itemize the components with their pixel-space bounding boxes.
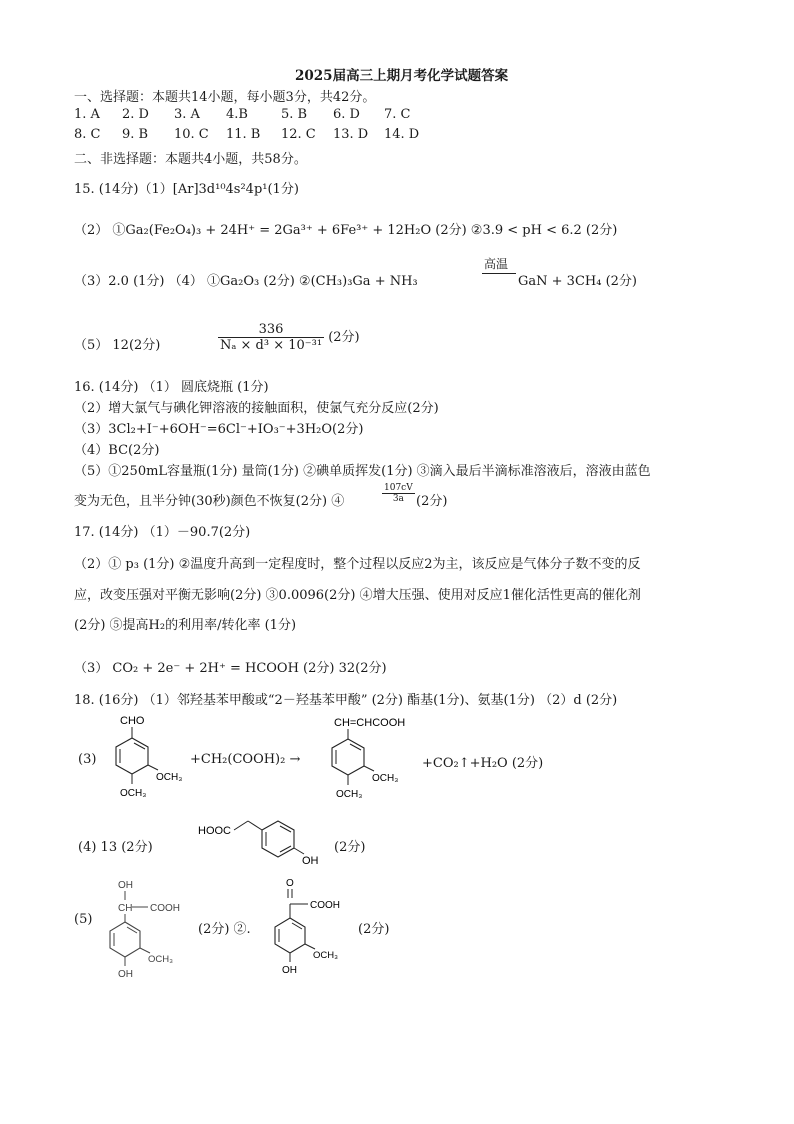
q15-line-1: 15. (14分)（1）[Ar]3d¹⁰4s²4p¹(1分) — [74, 182, 299, 197]
q16-line-3: （3）3Cl₂+I⁻+6OH⁻=6Cl⁻+IO₃⁻+3H₂O(2分) — [74, 422, 364, 437]
och3-label-b: OCH₃ — [120, 788, 147, 799]
chcooh-label: CH=CHCOOH — [334, 717, 406, 729]
oh-label-d: OH — [282, 965, 297, 976]
q15-score: (2分) — [328, 330, 360, 345]
cinnamic-acid-structure — [324, 712, 434, 808]
mandelic-acid-structure — [108, 876, 198, 980]
q18-part4-score: (2分) — [334, 840, 366, 855]
q15-line-3b: GaN + 3CH₄ (2分) — [518, 274, 637, 289]
q18-line-1: 18. (16分) （1）邻羟基苯甲酸或“2－羟基苯甲酸” (2分) 酯基(1分)、氨基(1分) （2）d (2分) — [74, 693, 618, 708]
q17-line-5: （3） CO₂ + 2e⁻ + 2H⁺ = HCOOH (2分) 32(2分) — [74, 661, 387, 676]
answer-item: 12. C — [281, 127, 316, 142]
section2-heading: 二、非选择题：本题共4小题，共58分。 — [74, 152, 307, 167]
q16-line-4: （4）BC(2分) — [74, 443, 160, 458]
answers-row-1 — [74, 107, 734, 127]
cho-label: CHO — [120, 715, 145, 727]
q16-line-6b: (2分) — [416, 494, 448, 509]
q15-frac-den: Nₐ × d³ × 10⁻³¹ — [220, 338, 323, 353]
q15-condition: 高温 — [484, 257, 509, 271]
section1-heading: 一、选择题：本题共14小题，每小题3分，共42分。 — [74, 90, 376, 105]
answer-item: 1. A — [74, 107, 100, 122]
answer-item: 5. B — [281, 107, 308, 122]
answer-item: 7. C — [384, 107, 411, 122]
q15-line-5a: （5） 12(2分) — [74, 338, 161, 353]
page-title: 2025届高三上期月考化学试题答案 — [295, 68, 509, 84]
answer-item: 8. C — [74, 127, 101, 142]
hooc-label: HOOC — [198, 825, 231, 837]
answer-item: 14. D — [384, 127, 420, 142]
answer-item: 11. B — [226, 127, 261, 142]
q17-line-1: 17. (14分) （1）－90.7(2分) — [74, 525, 251, 540]
oh-label-c: OH — [118, 969, 133, 980]
answers-row-2 — [74, 127, 734, 147]
q18-part5-score1: (2分) ②. — [198, 922, 251, 937]
och3-label-a: OCH₃ — [156, 772, 183, 783]
q16-line-6a: 变为无色，且半分钟(30秒)颜色不恢复(2分) ④ — [74, 494, 345, 509]
answer-item: 3. A — [174, 107, 200, 122]
och3-label-f: OCH₃ — [313, 950, 338, 961]
cooh-label-a: COOH — [150, 903, 180, 914]
q16-line-1: 16. (14分) （1） 圆底烧瓶 (1分) — [74, 380, 269, 395]
q15-fraction — [218, 322, 360, 353]
oh-label-a: OH — [302, 855, 319, 867]
q15-line-2: （2） ①Ga₂(Fe₂O₄)₃ + 24H⁺ = 2Ga³⁺ + 6Fe³⁺ + 12H₂O (2分) ②3.9 < pH < 6.2 (2分) — [74, 223, 618, 238]
o-label: O — [286, 878, 294, 889]
cooh-label-b: COOH — [310, 900, 340, 911]
answer-item: 2. D — [122, 107, 149, 122]
q18-part3-reagent: +CH₂(COOH)₂ → — [190, 752, 301, 767]
answer-item: 10. C — [174, 127, 209, 142]
q16-line-2: （2）增大氯气与碘化钾溶液的接触面积，使氯气充分反应(2分) — [74, 401, 439, 416]
q17-line-2: （2）① p₃ (1分) ②温度升高到一定程度时，整个过程以反应2为主，该反应是气体分子数不变的反 — [74, 557, 641, 572]
q16-frac-num: 107cV — [384, 483, 413, 493]
q18-part4-label: (4) 13 (2分) — [78, 840, 153, 855]
q16-line-5: （5）①250mL容量瓶(1分) 量筒(1分) ②碘单质挥发(1分) ③滴入最后半滴标准溶液后，溶液由蓝色 — [74, 464, 651, 479]
answer-item: 9. B — [122, 127, 149, 142]
q15-line-3a: （3）2.0 (1分) （4） ①Ga₂O₃ (2分) ②(CH₃)₃Ga + NH₃ — [74, 274, 418, 289]
oh-label-b: OH — [118, 880, 133, 891]
ch-label: CH — [118, 903, 133, 914]
q18-part3-label: (3) — [78, 752, 97, 767]
hydroxyphenylacetic-acid-structure — [196, 812, 336, 872]
q18-part5-label: (5) — [74, 912, 93, 927]
keto-acid-structure — [268, 874, 364, 980]
vanillin-dimethyl-structure — [98, 708, 198, 808]
answer-item: 6. D — [333, 107, 360, 122]
q18-part3-tail: +CO₂↑+H₂O (2分) — [422, 756, 544, 771]
q16-frac-den: 3a — [392, 494, 404, 504]
answer-item: 13. D — [333, 127, 369, 142]
q15-reaction-arrow — [482, 273, 516, 274]
q17-line-3: 应，改变压强对平衡无影响(2分) ③0.0096(2分) ④增大压强、使用对反应1催化活性更高的催化剂 — [74, 588, 641, 603]
q15-frac-num: 336 — [218, 322, 324, 338]
q18-part5-score2: (2分) — [358, 922, 390, 937]
och3-label-c: OCH₃ — [372, 773, 399, 784]
q16-fraction — [382, 483, 415, 504]
answer-item: 4.B — [226, 107, 248, 122]
q17-line-4: (2分) ⑤提高H₂的利用率/转化率 (1分) — [74, 618, 297, 633]
och3-label-e: OCH₃ — [148, 954, 173, 965]
och3-label-d: OCH₃ — [336, 789, 363, 800]
